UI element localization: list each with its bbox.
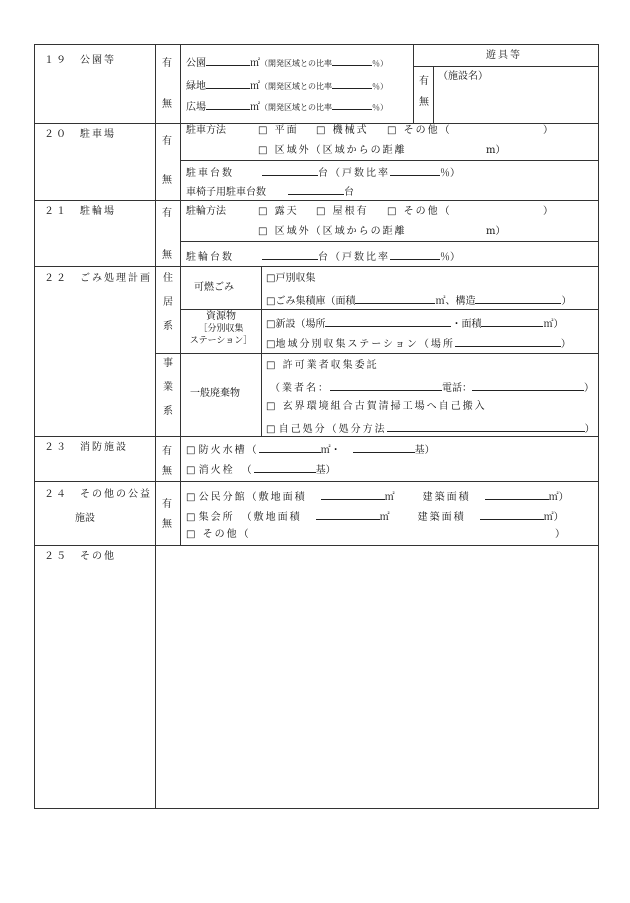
nashi-label-24: 無 [162, 519, 172, 530]
green-area-field[interactable] [206, 78, 250, 89]
section-label-20: ２０ 駐車場 [44, 129, 116, 140]
checkbox[interactable]: □ [316, 125, 328, 136]
hydrant-count-field[interactable] [254, 462, 316, 473]
ari-label-23: 有 [162, 446, 172, 457]
section-label-25: ２５ その他 [44, 551, 116, 562]
garbage-storage-row: □ごみ集積庫（面積 ㎡、構造 ） [266, 293, 571, 308]
fire-tank-count-field[interactable] [353, 442, 415, 453]
other-facility-option[interactable]: □ その他（ [186, 529, 251, 540]
parking-opt-outside[interactable]: □ 区域外（区域からの距離 [258, 145, 407, 156]
storage-structure-field[interactable] [475, 293, 561, 304]
section-label-22: ２２ ごみ処理計画 [44, 273, 152, 284]
fire-tank-capacity-field[interactable] [259, 442, 321, 453]
green-row: 緑地 ㎡（開発区域との比率 ％） [186, 78, 388, 93]
checkbox[interactable]: □ [258, 226, 270, 237]
yugu-ari: 有 [419, 76, 429, 87]
bicycle-opt-other[interactable]: □ その他（ [387, 206, 452, 217]
combustible-label: 可燃ごみ [194, 282, 234, 293]
nashi-label-19: 無 [162, 99, 172, 110]
checkbox[interactable]: □ [266, 401, 278, 412]
disposal-method-field[interactable] [387, 421, 585, 432]
nashi-label-21: 無 [162, 250, 172, 261]
parking-opt-flat[interactable]: □ 平面 [258, 125, 299, 136]
ari-label-20: 有 [162, 136, 172, 147]
checkbox[interactable]: □ [186, 529, 198, 540]
plaza-label: 広場 [186, 102, 206, 113]
shukaisho-site-area-field[interactable] [316, 509, 380, 520]
parking-count-field[interactable] [262, 165, 318, 176]
door-collection-option[interactable]: □戸別収集 [266, 273, 316, 284]
green-ratio-field[interactable] [332, 78, 372, 89]
checkbox[interactable]: □ [266, 424, 276, 435]
checkbox[interactable]: □ [266, 273, 276, 284]
ari-label-19: 有 [162, 58, 172, 69]
kominkan-building-area-field[interactable] [485, 489, 549, 500]
checkbox[interactable]: □ [316, 206, 328, 217]
contractor-name-field[interactable] [330, 380, 442, 391]
checkbox[interactable]: □ [186, 512, 196, 523]
yugu-title: 遊具等 [486, 50, 522, 61]
checkbox[interactable]: □ [266, 360, 278, 371]
nashi-label-20: 無 [162, 175, 172, 186]
plaza-row: 広場 ㎡（開発区域との比率 ％） [186, 99, 388, 114]
new-station-area-field[interactable] [481, 316, 543, 327]
area-station-place-field[interactable] [455, 336, 561, 347]
section-label-23: ２３ 消防施設 [44, 442, 128, 453]
park-area-field[interactable] [206, 55, 250, 66]
area-station-row: □地域分別収集ステーション（場所 ） [266, 336, 571, 351]
checkbox[interactable]: □ [266, 319, 276, 330]
wheelchair-row: 車椅子用駐車台数 台 [186, 184, 354, 199]
facility-name-label: （施設名） [438, 71, 488, 82]
shukaisho-row: □ 集会所 （敷地面積 ㎡ 建築面積 ㎡） [186, 509, 564, 524]
new-station-row: □新設（場所 ・面積 ㎡） [266, 316, 563, 331]
checkbox[interactable]: □ [387, 125, 399, 136]
section-label-19: １９ 公園等 [44, 55, 116, 66]
contractor-row: （業者名： 電話： ） [270, 380, 594, 395]
checkbox[interactable]: □ [266, 296, 276, 307]
bicycle-count-row: 駐輪台数 台（戸数比率 ％） [186, 249, 460, 264]
bicycle-opt-outside[interactable]: □ 区域外（区域からの距離 [258, 226, 407, 237]
section-label-24-cont: 施設 [75, 513, 95, 524]
section-label-21: ２１ 駐輪場 [44, 206, 116, 217]
self-delivery-option[interactable]: □ 玄界環境組合古賀清掃工場へ自己搬入 [266, 401, 487, 412]
licensed-contractor-option[interactable]: □ 許可業者収集委託 [266, 360, 379, 371]
parking-opt-mechanical[interactable]: □ 機械式 [316, 125, 369, 136]
park-row: 公園 ㎡（開発区域との比率 ％） [186, 55, 388, 70]
parking-opt-other[interactable]: □ その他（ [387, 125, 452, 136]
checkbox[interactable]: □ [387, 206, 399, 217]
parking-method-label: 駐車方法 [186, 125, 226, 136]
checkbox[interactable]: □ [186, 492, 196, 503]
green-label: 緑地 [186, 81, 206, 92]
parking-count-row: 駐車台数 台（戸数比率 ％） [186, 165, 460, 180]
ari-label-21: 有 [162, 208, 172, 219]
kominkan-site-area-field[interactable] [321, 489, 385, 500]
new-station-place-field[interactable] [325, 316, 451, 327]
wheelchair-count-field[interactable] [288, 184, 344, 195]
nashi-label-23: 無 [162, 466, 172, 477]
hydrant-row: □ 消火栓 （ 基） [186, 462, 336, 477]
park-ratio-field[interactable] [332, 55, 372, 66]
bicycle-ratio-field[interactable] [390, 249, 440, 260]
park-label: 公園 [186, 58, 206, 69]
general-waste-label: 一般廃棄物 [190, 388, 240, 399]
plaza-area-field[interactable] [206, 99, 250, 110]
shukaisho-building-area-field[interactable] [480, 509, 544, 520]
business-label: 事 業 系 [163, 358, 173, 417]
other-notes-area[interactable] [157, 547, 597, 807]
fire-tank-row: □ 防火水槽（ ㎡・ 基） [186, 442, 435, 457]
storage-area-field[interactable] [355, 293, 435, 304]
bicycle-method-label: 駐輪方法 [186, 206, 226, 217]
plaza-ratio-field[interactable] [332, 99, 372, 110]
checkbox[interactable]: □ [258, 145, 270, 156]
parking-ratio-field[interactable] [390, 165, 440, 176]
section-label-24: ２４ その他の公益 [44, 489, 152, 500]
bicycle-opt-open[interactable]: □ 露天 [258, 206, 299, 217]
self-disposal-row: □ 自己処分（処分方法 ） [266, 421, 595, 436]
checkbox[interactable]: □ [258, 125, 270, 136]
contractor-phone-field[interactable] [472, 380, 584, 391]
residential-label: 住 居 系 [163, 273, 173, 332]
yugu-nashi: 無 [419, 97, 429, 108]
ari-label-24: 有 [162, 499, 172, 510]
checkbox[interactable]: □ [186, 445, 196, 456]
checkbox[interactable]: □ [186, 465, 196, 476]
bicycle-opt-roof[interactable]: □ 屋根有 [316, 206, 369, 217]
checkbox[interactable]: □ [258, 206, 270, 217]
recyclable-label: 資源物 ［分別収集 ステーション］ [189, 311, 253, 346]
bicycle-count-field[interactable] [262, 249, 318, 260]
checkbox[interactable]: □ [266, 339, 276, 350]
kominkan-row: □ 公民分館（敷地面積 ㎡ 建築面積 ㎡） [186, 489, 569, 504]
